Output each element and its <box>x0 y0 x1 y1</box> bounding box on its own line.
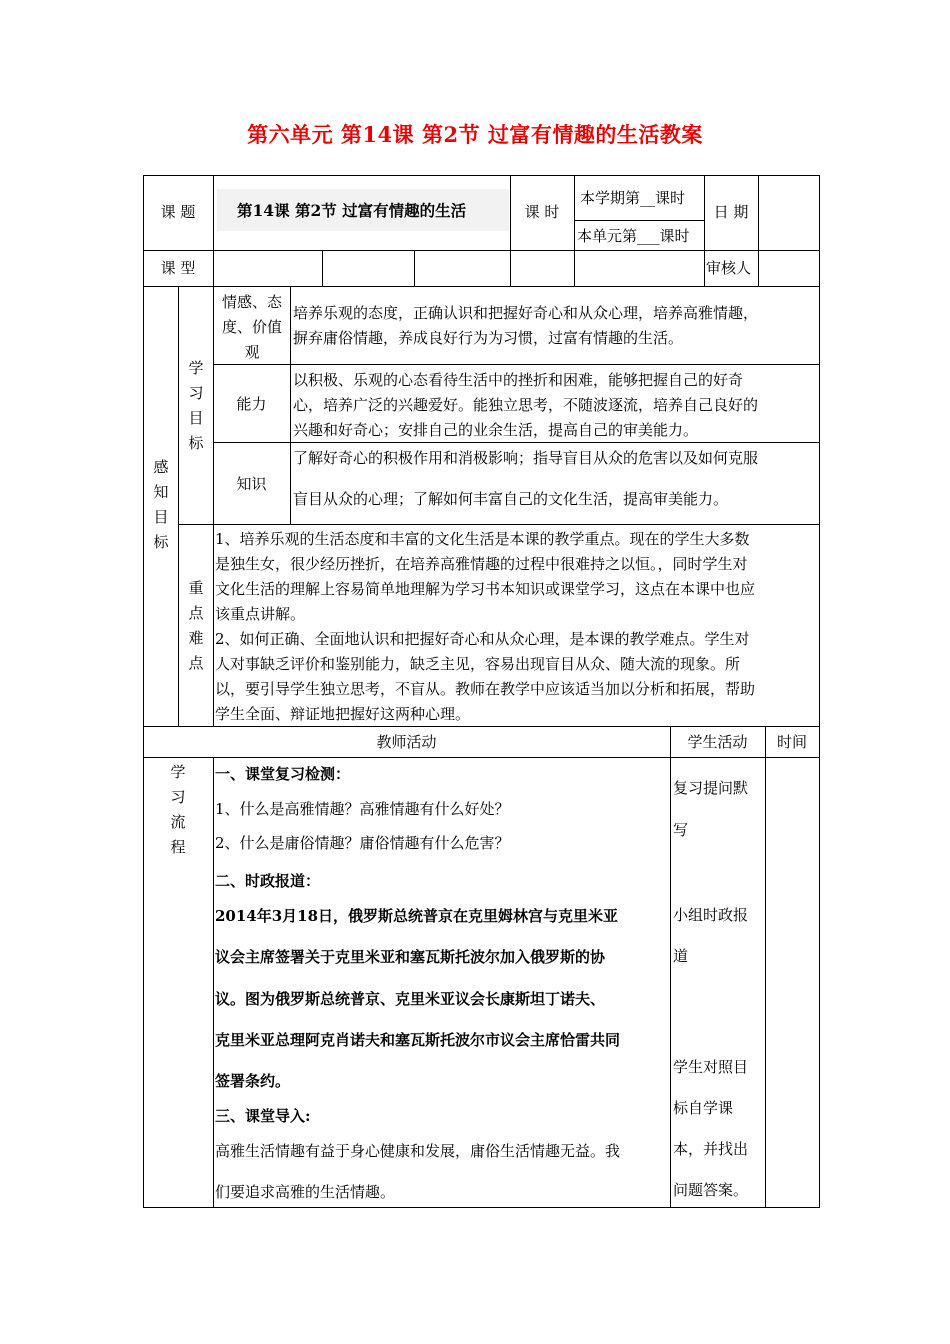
knowledge-line: 盲目从众的心理；了解如何丰富自己的文化生活，提高审美能力。 <box>293 490 729 508</box>
student-activity-line: 本，并找出 <box>673 1140 749 1158</box>
news-line: 议会主席签署关于克里米亚和塞瓦斯托波尔加入俄罗斯的协 <box>215 948 606 966</box>
semester-hour: 本学期第__课时 <box>580 189 686 207</box>
time-header: 时间 <box>776 733 807 751</box>
news-line: 2014年3月18日，俄罗斯总统普京在克里姆林宫与克里米亚 <box>215 907 619 925</box>
student-activity-line: 标自学课 <box>673 1099 734 1117</box>
attitude-line: 培养乐观的态度，正确认识和把握好奇心和从众心理，培养高雅情趣， <box>293 304 759 322</box>
unit-hour: 本单元第___课时 <box>577 227 690 245</box>
date-label: 日 期 <box>713 203 749 221</box>
key-points-label: 重点难点 <box>188 579 204 672</box>
intro-heading: 三、课堂导入: <box>215 1107 311 1125</box>
review-heading: 一、课堂复习检测： <box>215 765 351 783</box>
key-points-line: 以，要引导学生独立思考，不盲从。教师在教学中应该适当加以分析和拓展，帮助 <box>215 680 756 698</box>
key-points-line: 学生全面、辩证地把握好这两种心理。 <box>215 705 471 723</box>
learning-flow-label: 学习流程 <box>170 763 186 856</box>
ability-line: 心，培养广泛的兴趣爱好。能独立思考，不随波逐流，培养自己良好的 <box>293 396 759 414</box>
ability-line: 兴趣和好奇心；安排自己的业余生活，提高自己的审美能力。 <box>293 421 699 439</box>
news-line: 签署条约。 <box>215 1072 291 1090</box>
reviewer-label: 审核人 <box>706 259 752 277</box>
ability-label: 能力 <box>236 395 267 413</box>
teacher-activity-header: 教师活动 <box>376 733 437 751</box>
news-line: 议。图为俄罗斯总统普京、克里米亚议会长康斯坦丁诺夫、 <box>215 990 606 1008</box>
class-hours-label: 课 时 <box>524 203 560 221</box>
student-activity-line: 小组时政报 <box>673 906 749 924</box>
key-points-line: 是独生女，很少经历挫折，在培养高雅情趣的过程中很难持之以恒。，同时学生对 <box>215 555 748 573</box>
topic-value: 第14课 第2节 过富有情趣的生活 <box>237 201 467 220</box>
perception-goals-label: 感知目标 <box>153 458 169 551</box>
key-points-line: 1、培养乐观的生活态度和丰富的文化生活是本课的教学重点。现在的学生大多数 <box>215 530 750 548</box>
key-points-line: 该重点讲解。 <box>215 605 306 623</box>
review-question: 1、什么是高雅情趣？高雅情趣有什么好处？ <box>215 800 510 818</box>
ability-line: 以积极、乐观的心态看待生活中的挫折和困难，能够把握自己的好奇 <box>293 371 744 389</box>
attitude-line: 摒弃庸俗情趣，养成良好行为为习惯，过富有情趣的生活。 <box>293 329 684 347</box>
attitude-label: 情感、态度、价值观 <box>221 293 282 361</box>
key-points-line: 人对事缺乏评价和鉴别能力，缺乏主见，容易出现盲目从众、随大流的现象。所 <box>215 655 741 673</box>
student-activity-line: 学生对照目 <box>673 1058 749 1076</box>
key-points-line: 2、如何正确、全面地认识和把握好奇心和从众心理，是本课的教学难点。学生对 <box>215 630 750 648</box>
intro-line: 高雅生活情趣有益于身心健康和发展，庸俗生活情趣无益。我 <box>215 1142 621 1160</box>
knowledge-line: 了解好奇心的积极作用和消极影响；指导盲目从众的危害以及如何克服 <box>293 449 759 467</box>
knowledge-label: 知识 <box>236 475 267 493</box>
type-label: 课 型 <box>160 259 196 277</box>
student-activity-line: 复习提问默 <box>673 779 749 797</box>
student-activity-header: 学生活动 <box>687 733 748 751</box>
key-points-line: 文化生活的理解上容易简单地理解为学习书本知识或课堂学习，这点在本课中也应 <box>215 580 756 598</box>
news-line: 克里米亚总理阿克肖诺夫和塞瓦斯托波尔市议会主席恰雷共同 <box>215 1031 621 1049</box>
student-activity-line: 写 <box>673 821 689 839</box>
topic-value-cell <box>217 189 509 231</box>
document-title: 第六单元 第14课 第2节 过富有情趣的生活教案 <box>247 122 703 147</box>
student-activity-line: 问题答案。 <box>673 1181 749 1199</box>
intro-line: 们要追求高雅的生活情趣。 <box>215 1183 396 1201</box>
learning-goals-label: 学习目标 <box>188 359 204 452</box>
topic-label: 课 题 <box>160 203 196 221</box>
review-question: 2、什么是庸俗情趣？庸俗情趣有什么危害？ <box>215 834 510 852</box>
news-heading: 二、时政报道： <box>215 872 321 890</box>
student-activity-line: 道 <box>673 947 689 965</box>
